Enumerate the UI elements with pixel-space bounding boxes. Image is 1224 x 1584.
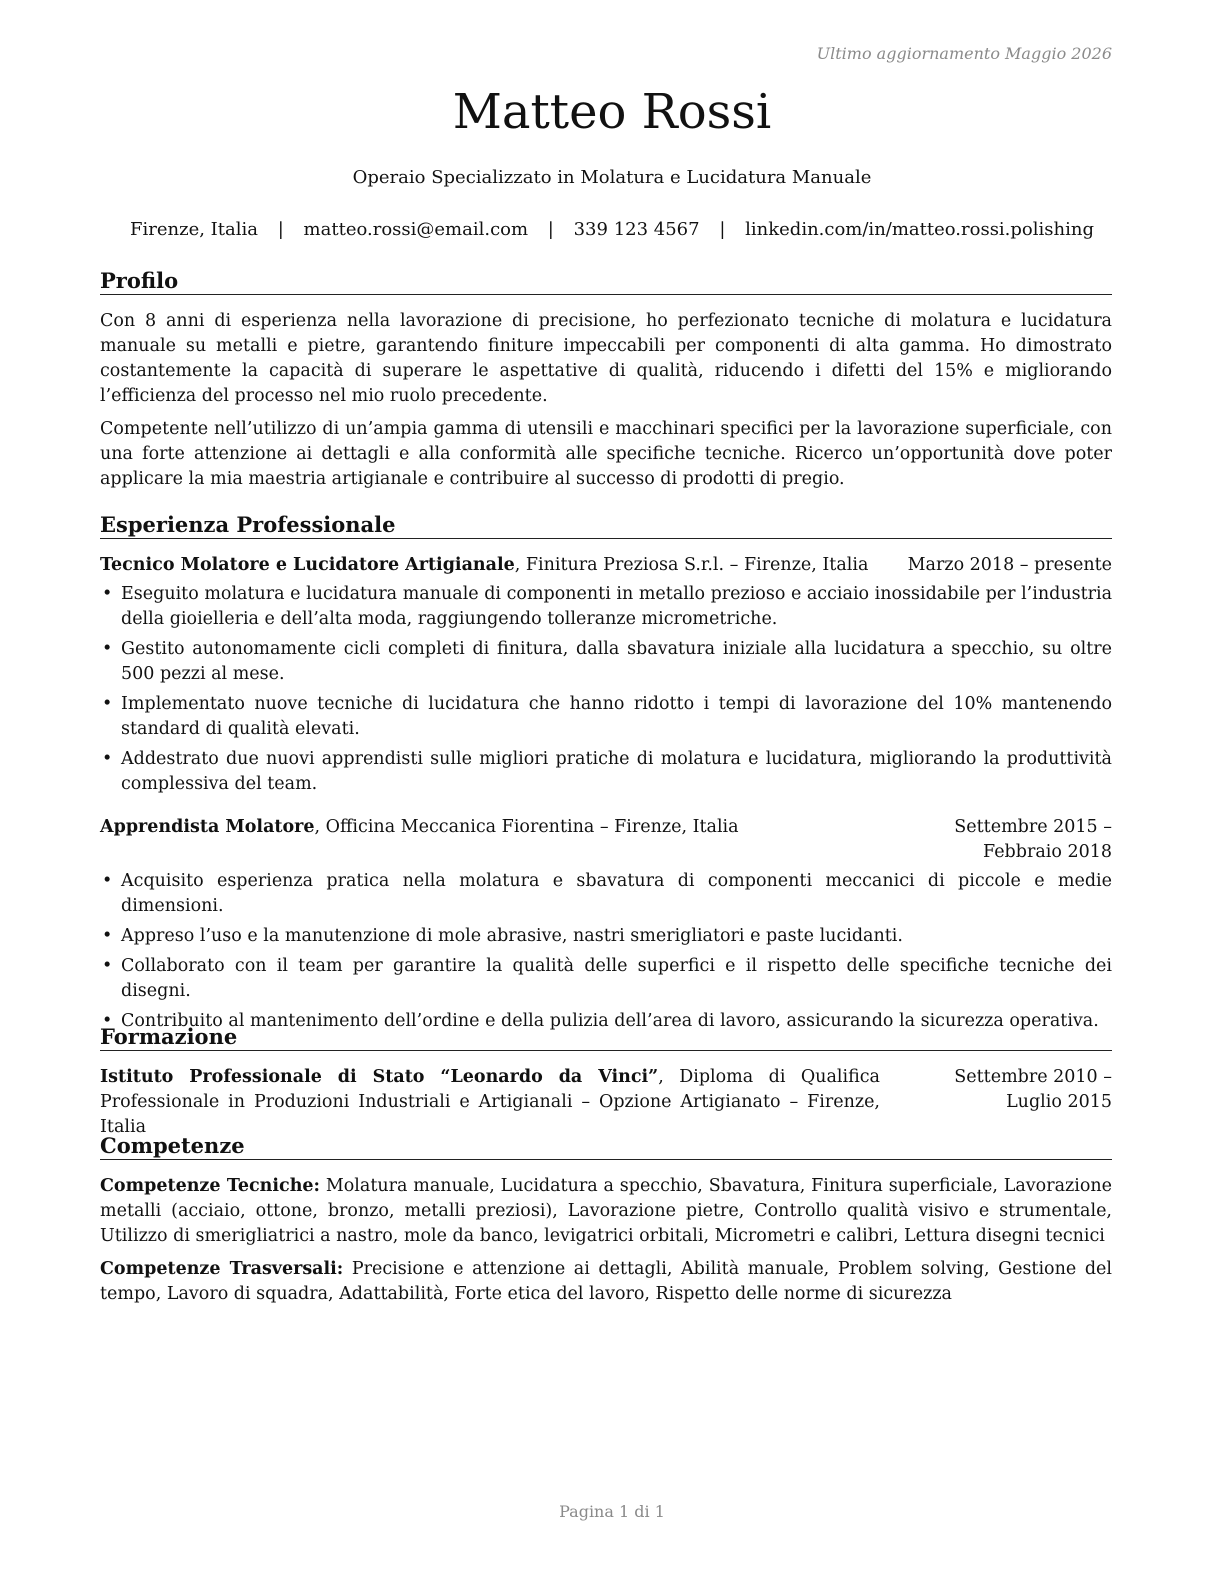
education-section bbox=[100, 1024, 1112, 1140]
headline: Operaio Specializzato in Molatura e Lucidatura Manuale bbox=[352, 167, 872, 188]
soft-skills bbox=[100, 1257, 1112, 1307]
education-school: Istituto Professionale di Stato “Leonardo da Vinci” bbox=[100, 1067, 659, 1087]
job-bullets bbox=[100, 869, 1112, 1034]
skills-section bbox=[100, 1133, 1112, 1315]
experience-section bbox=[100, 512, 1112, 1039]
job-company: , Officina Meccanica Fiorentina – Firenze, Italia bbox=[314, 817, 739, 837]
candidate-name: Matteo Rossi bbox=[452, 84, 772, 140]
profile-paragraph: Con 8 anni di esperienza nella lavorazione di precisione, ho perfezionato tecniche di molatura e lucidatura manuale su metalli e pietre, garantendo finiture impeccabili per componenti di alta gamma. Ho dimostrato costantemente la capacità di superare le aspettative di qualità, riducendo i difetti del 15% e migliorando l’efficienza del processo nel mio ruolo precedente. bbox=[100, 311, 1112, 406]
education-entry bbox=[100, 1065, 1112, 1140]
job-title-line bbox=[100, 553, 868, 578]
list-item: • Collaborato con il team per garantire la qualità delle superfici e il rispetto delle specifiche tecniche dei disegni. bbox=[100, 954, 1112, 1004]
contact-linkedin[interactable]: linkedin.com/in/matteo.rossi.polishing bbox=[745, 219, 1094, 240]
contact-location: Firenze, Italia bbox=[130, 219, 258, 240]
list-item: • Appreso l’uso e la manutenzione di mole abrasive, nastri smerigliatori e paste lucidanti. bbox=[100, 924, 1112, 949]
contact-separator: | bbox=[719, 219, 726, 240]
soft-skills-list: Precisione e attenzione ai dettagli, Abilità manuale, Problem solving, Gestione del tempo, Lavoro di squadra, Adattabilità, Forte etica del lavoro, Rispetto delle norme di sicurezza bbox=[100, 1259, 1112, 1304]
job-title-line bbox=[100, 815, 739, 865]
contact-separator: | bbox=[547, 219, 554, 240]
page-number: Pagina 1 di 1 bbox=[559, 1502, 665, 1521]
list-item: • Addestrato due nuovi apprendisti sulle migliori pratiche di molatura e lucidatura, migliorando la produttività complessiva del team. bbox=[100, 747, 1112, 797]
job-role: Apprendista Molatore bbox=[100, 817, 315, 837]
job-role: Tecnico Molatore e Lucidatore Artigianale bbox=[100, 555, 515, 575]
education-degree: , Diploma di Qualifica Professionale in Produzioni Industriali e Artigianali – Opzione Artigianato – Firenze, Italia bbox=[100, 1067, 880, 1137]
last-updated: Ultimo aggiornamento Maggio 2026 bbox=[816, 44, 1112, 63]
list-item: • Eseguito molatura e lucidatura manuale di componenti in metallo prezioso e acciaio inossidabile per l’industria della gioielleria e dell’alta moda, raggiungendo tolleranze micrometriche. bbox=[100, 582, 1112, 632]
job-header bbox=[100, 553, 1112, 578]
job-dates: Marzo 2018 – presente bbox=[907, 555, 1112, 575]
job-header bbox=[100, 815, 1112, 865]
list-item: • Acquisito esperienza pratica nella molatura e sbavatura di componenti meccanici di piccole e medie dimensioni. bbox=[100, 869, 1112, 919]
contact-separator: | bbox=[277, 219, 284, 240]
education-title-line bbox=[100, 1065, 880, 1140]
profile-section bbox=[100, 268, 1112, 500]
section-title-education: Formazione bbox=[100, 1024, 1112, 1051]
job-company: , Finitura Preziosa S.r.l. – Firenze, Italia bbox=[514, 555, 869, 575]
technical-skills-list: Molatura manuale, Lucidatura a specchio, Sbavatura, Finitura superficiale, Lavorazione metalli (acciaio, ottone, bronzo, metalli preziosi), Lavorazione pietre, Controllo qualità visivo e strumentale, Utilizzo di smerigliatrici a nastro, mole da banco, levigatrici orbitali, Micrometri e calibri, Lettura disegni tecnici bbox=[100, 1176, 1112, 1246]
list-item: • Contribuito al mantenimento dell’ordine e della pulizia dell’area di lavoro, assicurando la sicurezza operativa. bbox=[100, 1009, 1112, 1034]
contact-line bbox=[0, 219, 1224, 240]
education-dates: Settembre 2010 – Luglio 2015 bbox=[954, 1067, 1112, 1112]
soft-skills-label: Competenze Trasversali: bbox=[100, 1259, 344, 1279]
list-item: • Implementato nuove tecniche di lucidatura che hanno ridotto i tempi di lavorazione del 10% mantenendo standard di qualità elevati. bbox=[100, 692, 1112, 742]
job-bullets bbox=[100, 582, 1112, 797]
technical-skills-label: Competenze Tecniche: bbox=[100, 1176, 321, 1196]
section-title-profile: Profilo bbox=[100, 268, 1112, 295]
contact-phone: 339 123 4567 bbox=[573, 219, 700, 240]
profile-paragraph: Competente nell’utilizzo di un’ampia gamma di utensili e macchinari specifici per la lavorazione superficiale, con una forte attenzione ai dettagli e alla conformità alle specifiche tecniche. Ricerco un’opportunità dove poter applicare la mia maestria artigianale e contribuire al successo di prodotti di pregio. bbox=[100, 419, 1112, 489]
job-entry bbox=[100, 553, 1112, 797]
section-title-experience: Esperienza Professionale bbox=[100, 512, 1112, 539]
contact-email[interactable]: matteo.rossi@email.com bbox=[303, 219, 529, 240]
technical-skills bbox=[100, 1174, 1112, 1249]
section-title-skills: Competenze bbox=[100, 1133, 1112, 1160]
list-item: • Gestito autonomamente cicli completi di finitura, dalla sbavatura iniziale alla lucidatura a specchio, su oltre 500 pezzi al mese. bbox=[100, 637, 1112, 687]
job-dates: Settembre 2015 – Febbraio 2018 bbox=[954, 817, 1112, 862]
job-entry bbox=[100, 815, 1112, 1034]
